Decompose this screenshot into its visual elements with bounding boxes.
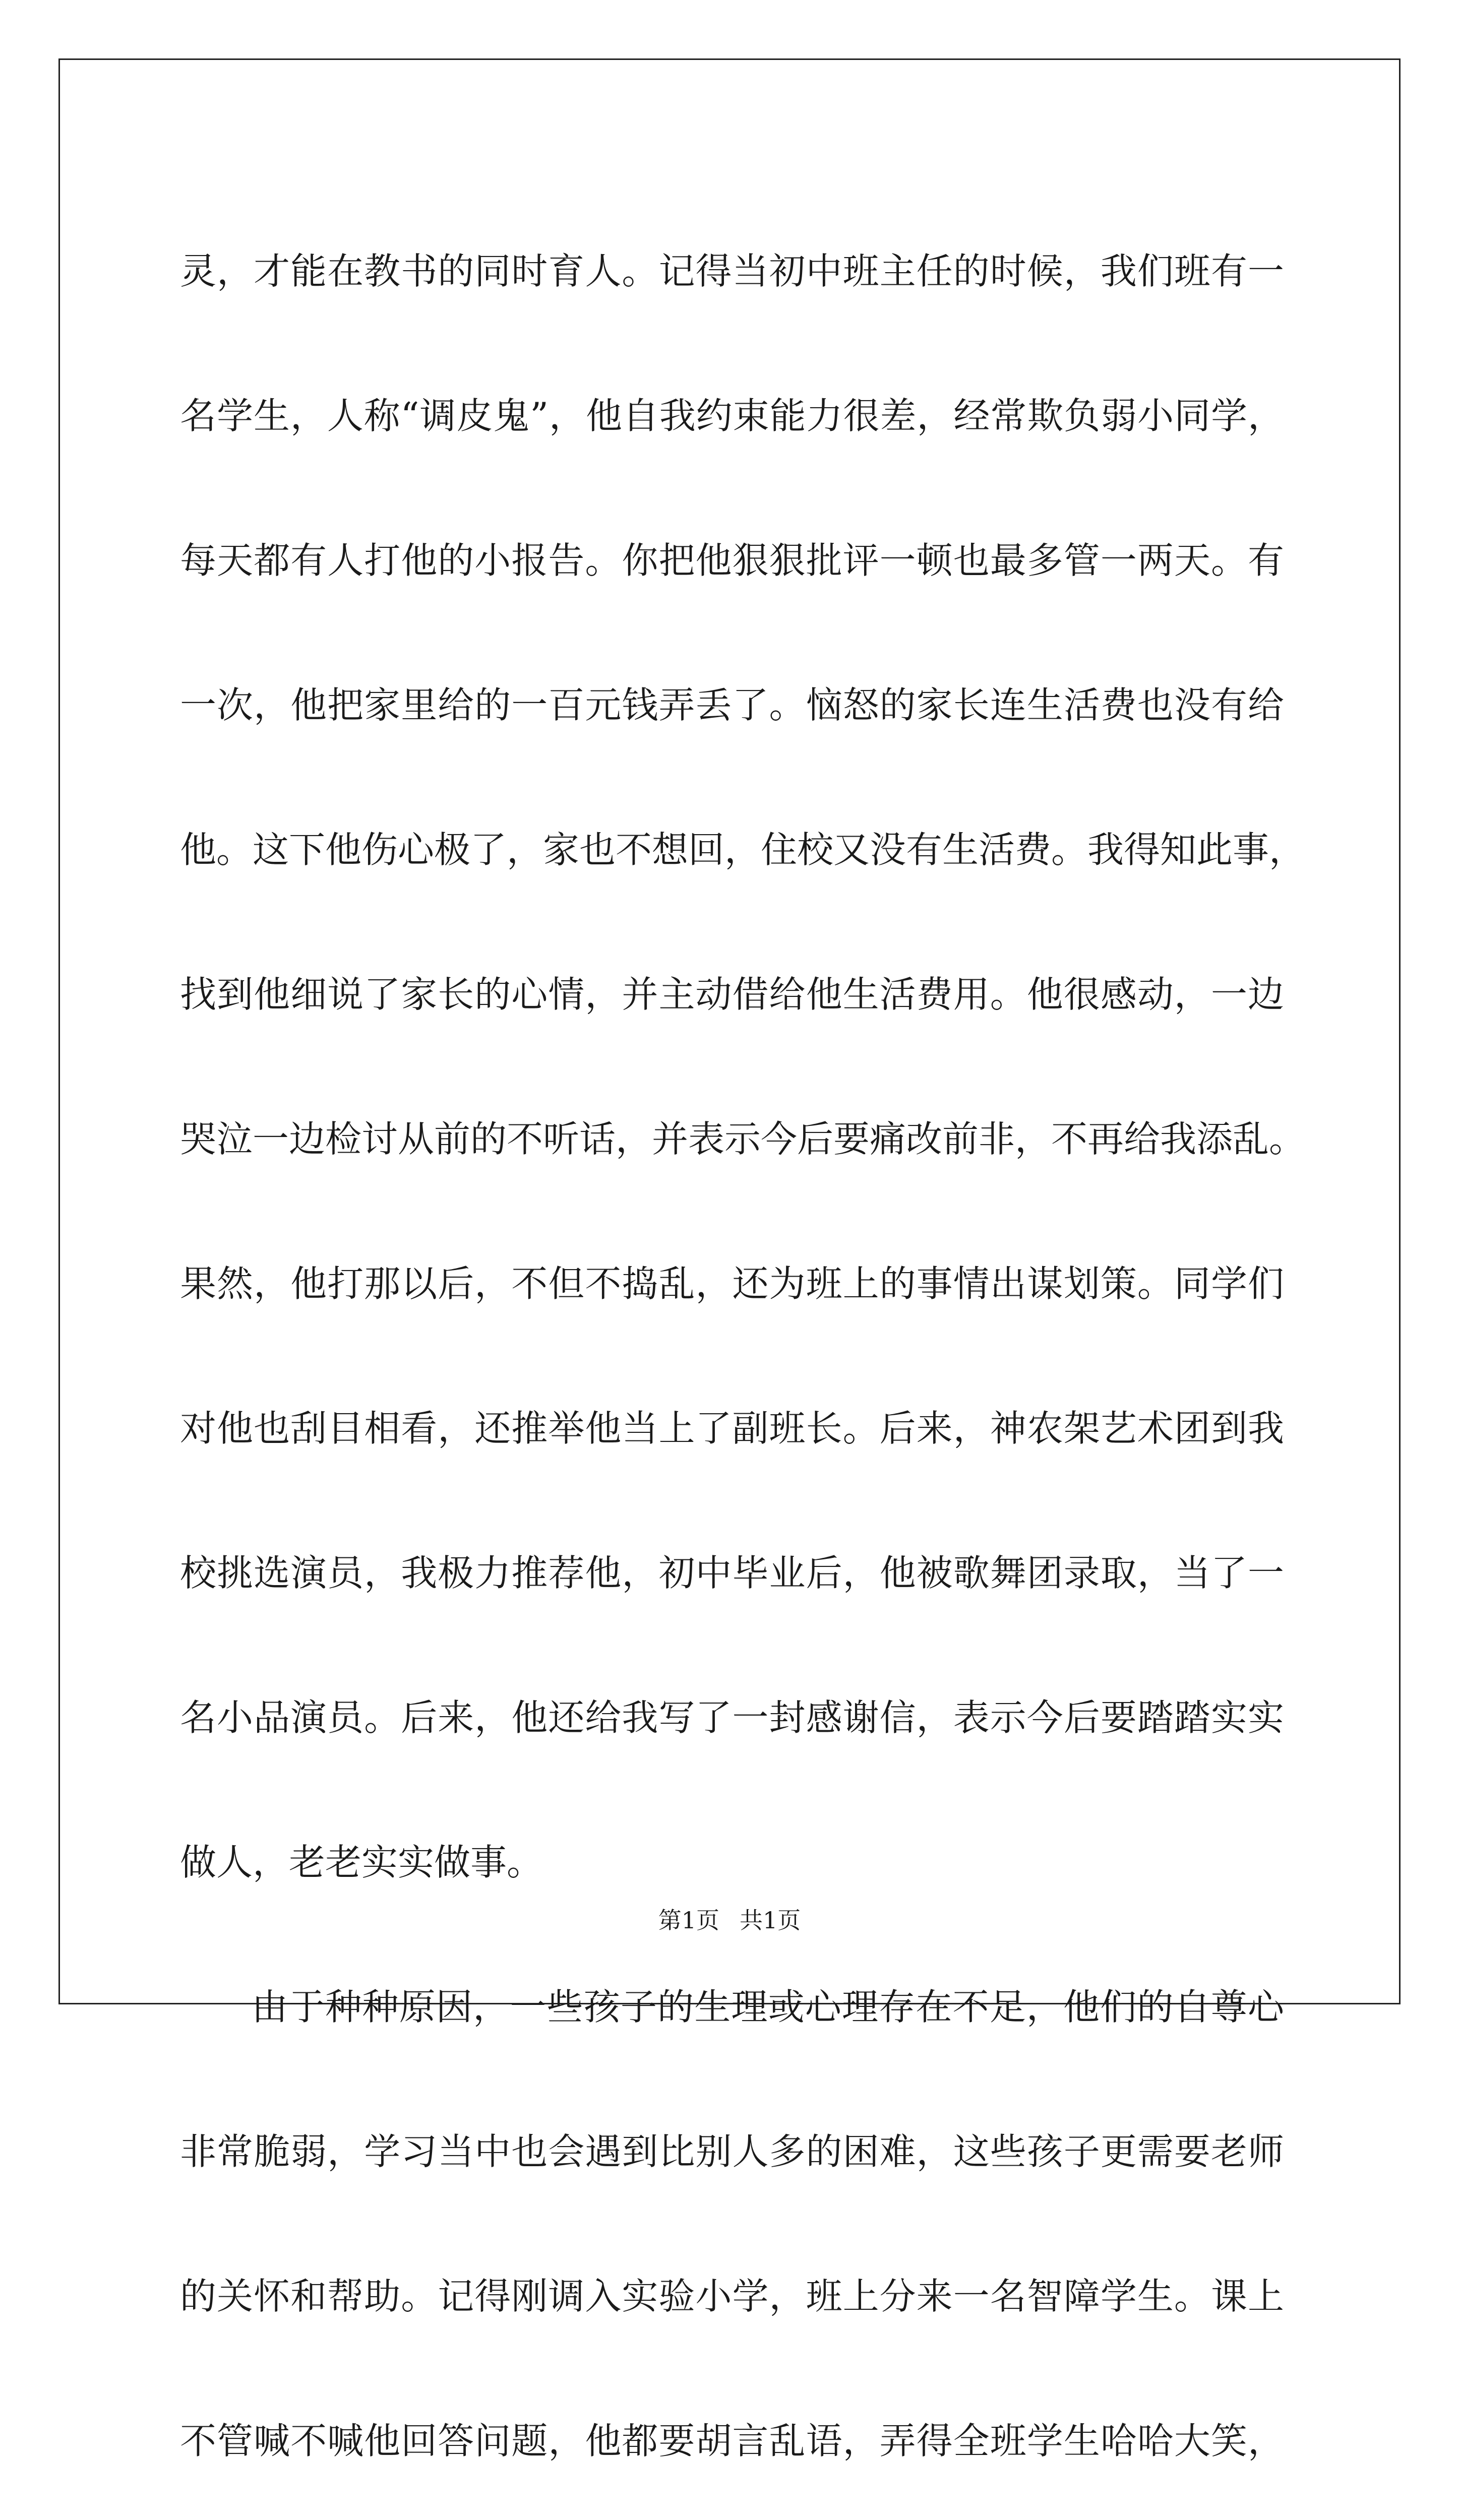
document-body (180, 199, 1306, 2520)
text-line: 一次，他把家里给的一百元钱弄丢了。恼怒的家长连生活费也没有给 (180, 684, 1284, 726)
text-line: 每天都有人打他的小报告。你把他狠狠批评一顿也最多管一两天。有 (180, 539, 1284, 582)
page-footer (0, 1905, 1459, 1935)
text-line (180, 2513, 1284, 2520)
text-line: 做人，老老实实做事。 (180, 1841, 543, 1883)
text-line: 校挑选演员，我极力推荐他，初中毕业后，他被歌舞团录取，当了一 (180, 1552, 1284, 1594)
text-line: 他。这下他伤心极了，家也不想回，住校又没有生活费。我得知此事， (180, 829, 1306, 871)
text-line: 名学生，人称“调皮鬼”，他自我约束能力很差，经常欺负弱小同学， (180, 395, 1284, 437)
text-line: 哭泣一边检讨从前的不听话，并表示今后要痛改前非，不再给我添乱。 (180, 1118, 1306, 1160)
text-line: 不管喊不喊他回答问题，他都要胡言乱语，弄得全班学生哈哈大笑， (180, 2420, 1284, 2462)
text-line: 找到他细说了家长的心情，并主动借给他生活费用。他很感动，一边 (180, 973, 1284, 1016)
paragraph-first-line: 由于种种原因，一些孩子的生理或心理存在不足，他们的自尊心 (252, 1986, 1284, 2028)
text-line: 非常脆弱，学习当中也会遇到比别人多的困难，这些孩子更需要老师 (180, 2130, 1284, 2173)
text-line: 名小品演员。后来，他还给我写了一封感谢信，表示今后要踏踏实实 (180, 1696, 1284, 1739)
text-line: 的关怀和帮助。记得刚调入实验小学，班上分来一名智障学生。课上 (180, 2275, 1284, 2317)
text-line: 果然，他打那以后，不但不捣乱，还为班上的事情出谋划策。同学们 (180, 1263, 1284, 1305)
page-number: 第1页 (658, 1907, 719, 1934)
text-line: 对他也刮目相看，还推举他当上了副班长。后来，神农架艺术团到我 (180, 1407, 1284, 1450)
page-total: 共1页 (740, 1907, 801, 1934)
text-line: 灵，才能在教书的同时育人。记得当初中班主任的时候，我们班有一 (180, 250, 1284, 292)
